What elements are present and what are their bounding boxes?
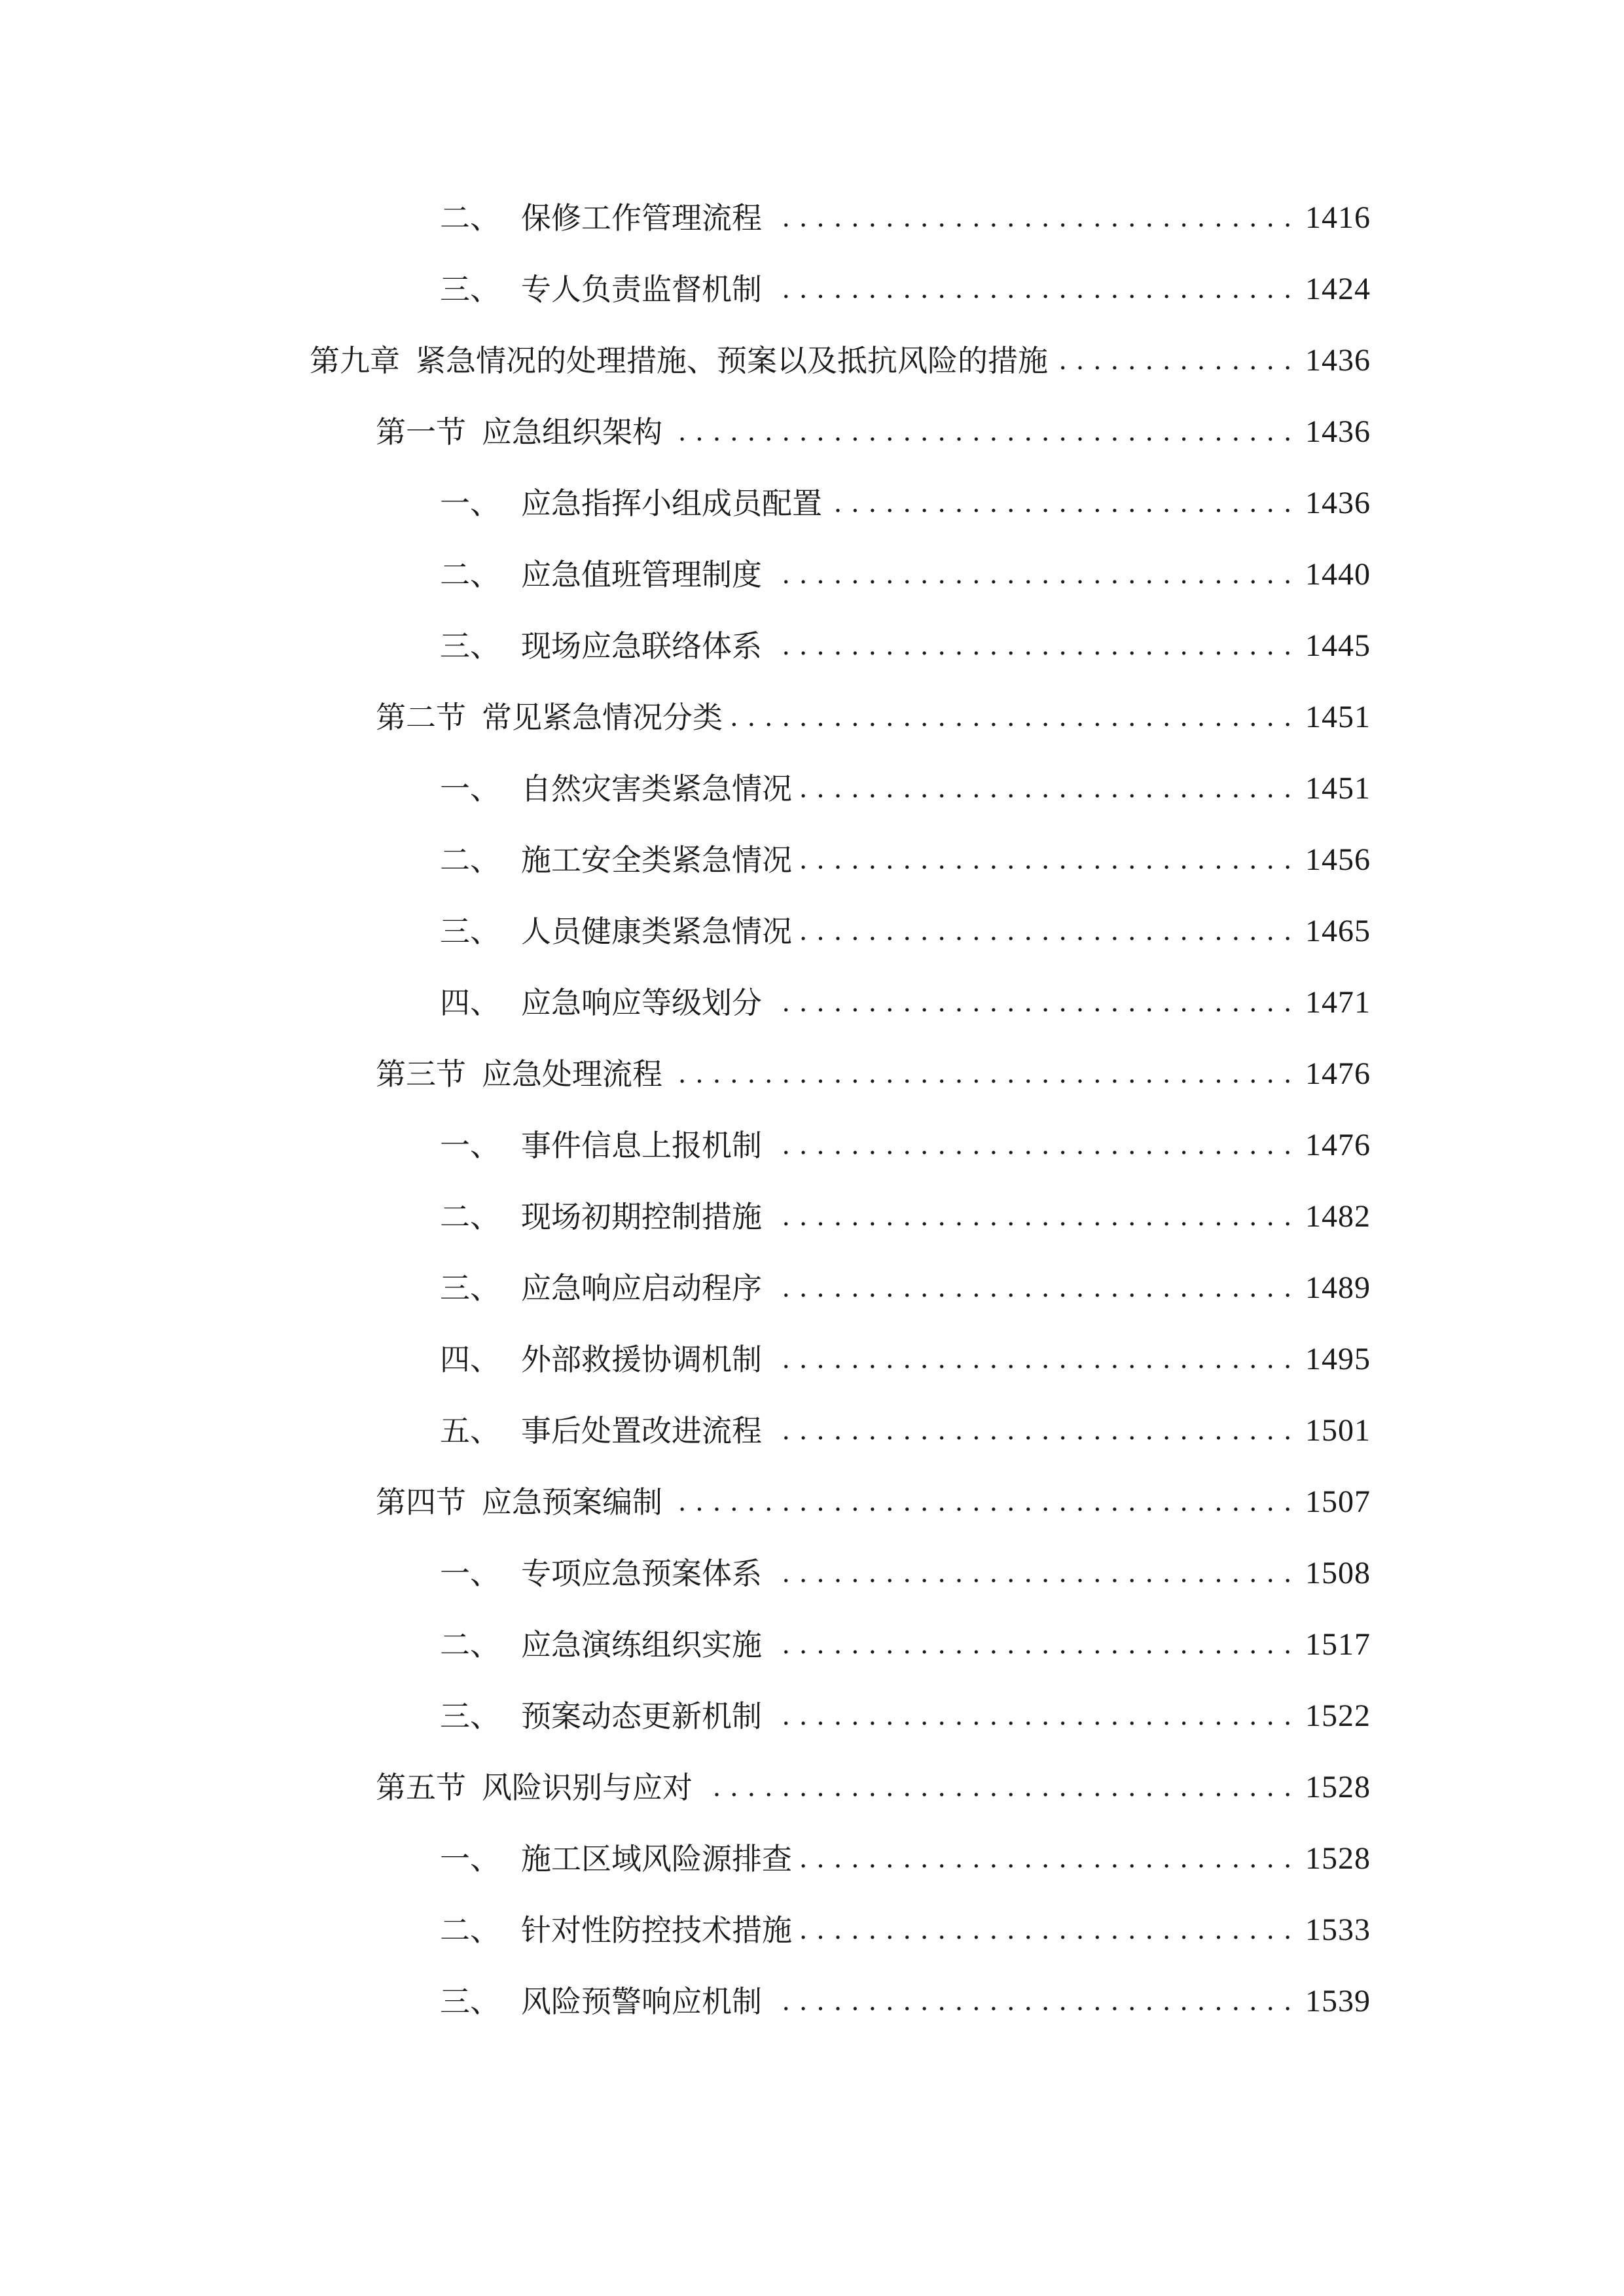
toc-entry-page: 1539 (1305, 1984, 1371, 2018)
toc-entry-title: 紧急情况的处理措施、预案以及抵抗风险的措施 (416, 343, 1048, 378)
toc-entry[interactable] (440, 1904, 1371, 1956)
toc-entry-number: 一、 (440, 1128, 500, 1163)
toc-entry-page: 1476 (1305, 1128, 1371, 1162)
toc-entry-title: 事件信息上报机制 (521, 1128, 762, 1163)
toc-dot-leader (771, 1333, 1292, 1386)
toc-dot-leader (672, 406, 1292, 458)
toc-entry-number: 一、 (440, 771, 500, 806)
toc-dot-leader (801, 905, 1292, 958)
toc-entry-page: 1482 (1305, 1199, 1371, 1234)
toc-entry-number: 三、 (440, 1270, 500, 1306)
toc-dot-leader (801, 762, 1292, 815)
toc-dot-leader (672, 1048, 1292, 1100)
toc-entry[interactable] (440, 1975, 1371, 2028)
toc-entry-number: 二、 (440, 1199, 500, 1234)
toc-entry-number: 第九章 (310, 343, 400, 378)
toc-entry-title: 针对性防控技术措施 (521, 1912, 792, 1948)
toc-entry-page: 1440 (1305, 557, 1371, 592)
toc-dot-leader (771, 977, 1292, 1029)
toc-entry-page: 1451 (1305, 771, 1371, 806)
toc-entry-page: 1489 (1305, 1270, 1371, 1305)
toc-entry-number: 四、 (440, 1342, 500, 1377)
toc-entry-title: 应急值班管理制度 (521, 557, 762, 592)
toc-entry[interactable] (440, 834, 1371, 886)
toc-entry-number: 第二节 (376, 700, 466, 735)
toc-entry-page: 1495 (1305, 1342, 1371, 1376)
toc-entry-number: 二、 (440, 200, 500, 236)
toc-dot-leader (732, 691, 1292, 744)
toc-entry-page: 1456 (1305, 842, 1371, 877)
toc-entry-page: 1508 (1305, 1556, 1371, 1590)
toc-entry-title: 风险预警响应机制 (521, 1984, 762, 2019)
toc-entry-page: 1528 (1305, 1841, 1371, 1876)
toc-entry-title: 自然灾害类紧急情况 (521, 771, 792, 806)
toc-entry-title: 保修工作管理流程 (521, 200, 762, 236)
toc-dot-leader (831, 477, 1292, 529)
toc-entry-title: 专项应急预案体系 (521, 1556, 762, 1591)
toc-entry-number: 三、 (440, 1984, 500, 2019)
toc-dot-leader (702, 1761, 1292, 1814)
toc-entry-page: 1436 (1305, 343, 1371, 378)
toc-entry-number: 三、 (440, 272, 500, 307)
toc-dot-leader (771, 263, 1292, 315)
toc-entry-number: 二、 (440, 1912, 500, 1948)
toc-entry[interactable] (440, 1262, 1371, 1314)
toc-entry-page: 1436 (1305, 486, 1371, 520)
toc-entry-title: 应急组织架构 (482, 414, 662, 450)
toc-section-entry[interactable] (376, 406, 1371, 458)
toc-entry-title: 人员健康类紧急情况 (521, 914, 792, 949)
toc-entry-page: 1517 (1305, 1627, 1371, 1662)
toc-entry[interactable] (440, 1333, 1371, 1386)
toc-dot-leader (1057, 334, 1292, 387)
toc-entry-page: 1501 (1305, 1413, 1371, 1448)
toc-entry-page: 1471 (1305, 985, 1371, 1020)
toc-entry-title: 外部救援协调机制 (521, 1342, 762, 1377)
toc-entry-number: 三、 (440, 628, 500, 664)
toc-entry-number: 二、 (440, 1627, 500, 1662)
toc-dot-leader (771, 1690, 1292, 1742)
toc-entry-number: 二、 (440, 557, 500, 592)
toc-entry-page: 1416 (1305, 200, 1371, 235)
toc-entry-title: 预案动态更新机制 (521, 1698, 762, 1734)
toc-entry-number: 第三节 (376, 1056, 466, 1092)
toc-entry-page: 1533 (1305, 1912, 1371, 1947)
toc-dot-leader (771, 548, 1292, 601)
toc-entry-number: 一、 (440, 486, 500, 521)
toc-entry-page: 1436 (1305, 414, 1371, 449)
toc-entry-title: 应急处理流程 (482, 1056, 662, 1092)
toc-entry-title: 施工安全类紧急情况 (521, 842, 792, 878)
toc-entry[interactable] (440, 905, 1371, 958)
toc-dot-leader (771, 1191, 1292, 1243)
toc-entry[interactable] (440, 477, 1371, 529)
toc-entry-title: 应急指挥小组成员配置 (521, 486, 822, 521)
toc-dot-leader (771, 1547, 1292, 1600)
toc-entry-title: 事后处置改进流程 (521, 1413, 762, 1448)
toc-entry-title: 风险识别与应对 (482, 1770, 693, 1805)
toc-entry[interactable] (440, 977, 1371, 1029)
toc-section-entry[interactable] (376, 1048, 1371, 1100)
toc-entry-number: 一、 (440, 1556, 500, 1591)
toc-entry-page: 1424 (1305, 272, 1371, 306)
toc-entry[interactable] (440, 192, 1371, 244)
toc-entry-number: 四、 (440, 985, 500, 1020)
toc-entry-title: 常见紧急情况分类 (482, 700, 723, 735)
toc-dot-leader (771, 620, 1292, 672)
toc-entry-page: 1476 (1305, 1056, 1371, 1091)
toc-entry-page: 1528 (1305, 1770, 1371, 1804)
toc-entry[interactable] (440, 1619, 1371, 1671)
toc-entry-title: 应急响应启动程序 (521, 1270, 762, 1306)
toc-dot-leader (771, 1975, 1292, 2028)
toc-entry[interactable] (440, 1690, 1371, 1742)
toc-entry-page: 1522 (1305, 1698, 1371, 1733)
toc-entry[interactable] (440, 1191, 1371, 1243)
toc-entry-page: 1445 (1305, 628, 1371, 663)
toc-entry[interactable] (440, 620, 1371, 672)
toc-entry-number: 三、 (440, 914, 500, 949)
toc-entry-number: 第四节 (376, 1484, 466, 1520)
toc-entry[interactable] (440, 263, 1371, 315)
toc-dot-leader (771, 1262, 1292, 1314)
toc-dot-leader (801, 1904, 1292, 1956)
toc-dot-leader (771, 1405, 1292, 1457)
toc-entry[interactable] (440, 1405, 1371, 1457)
toc-entry-number: 第一节 (376, 414, 466, 450)
toc-dot-leader (771, 1119, 1292, 1172)
toc-entry-title: 应急预案编制 (482, 1484, 662, 1520)
toc-entry[interactable] (440, 548, 1371, 601)
toc-entry-number: 一、 (440, 1841, 500, 1876)
toc-entry[interactable] (440, 1119, 1371, 1172)
toc-entry-number: 二、 (440, 842, 500, 878)
toc-entry-number: 三、 (440, 1698, 500, 1734)
toc-entry-page: 1465 (1305, 914, 1371, 948)
toc-entry-page: 1451 (1305, 700, 1371, 734)
toc-entry-number: 五、 (440, 1413, 500, 1448)
toc-entry[interactable] (440, 1547, 1371, 1600)
toc-section-entry[interactable] (376, 691, 1371, 744)
toc-section-entry[interactable] (376, 1476, 1371, 1528)
toc-dot-leader (771, 1619, 1292, 1671)
toc-entry[interactable] (440, 1833, 1371, 1885)
toc-entry[interactable] (440, 762, 1371, 815)
toc-entry-number: 第五节 (376, 1770, 466, 1805)
toc-dot-leader (801, 834, 1292, 886)
toc-entry-title: 现场初期控制措施 (521, 1199, 762, 1234)
toc-entry-title: 应急演练组织实施 (521, 1627, 762, 1662)
toc-dot-leader (801, 1833, 1292, 1885)
toc-entry-title: 专人负责监督机制 (521, 272, 762, 307)
toc-chapter-entry[interactable] (310, 334, 1371, 387)
toc-entry-title: 现场应急联络体系 (521, 628, 762, 664)
toc-entry-page: 1507 (1305, 1484, 1371, 1519)
toc-dot-leader (771, 192, 1292, 244)
toc-entry-title: 施工区域风险源排查 (521, 1841, 792, 1876)
toc-section-entry[interactable] (376, 1761, 1371, 1814)
toc-dot-leader (672, 1476, 1292, 1528)
toc-entry-title: 应急响应等级划分 (521, 985, 762, 1020)
